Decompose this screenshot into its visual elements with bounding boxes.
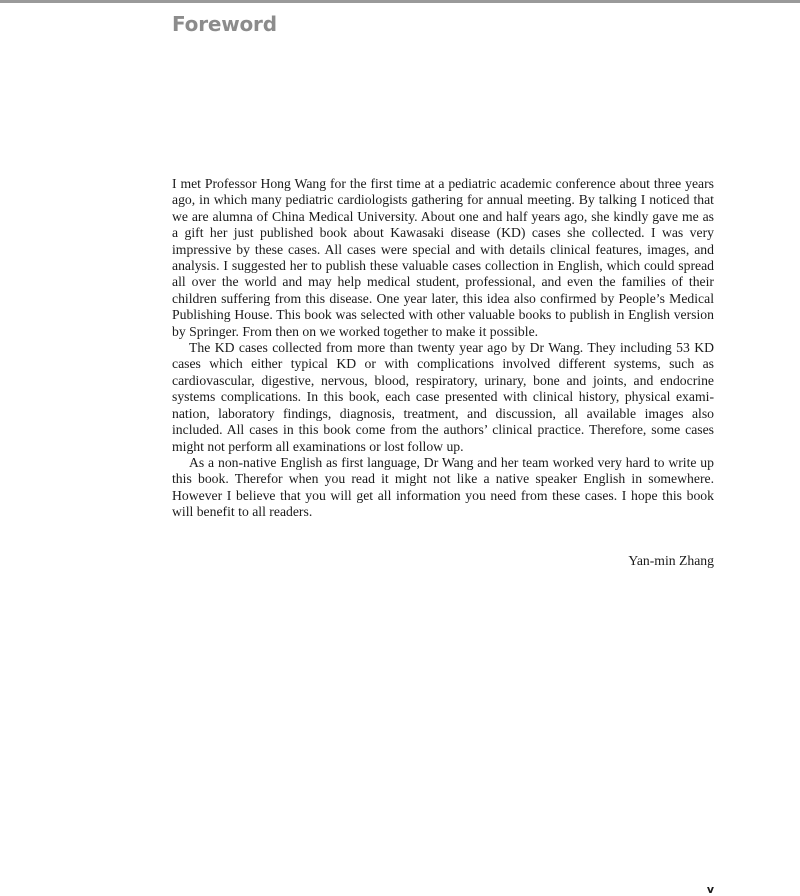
paragraph-2: The KD cases collected from more than twenty year ago by Dr Wang. They including 53 KD cases which either typical KD or with complications involved different systems, such as cardiovascular, digestive, nervous, blood, respiratory, urinary, bone and joints, and endocrine systems complications. In this book, each case presented with clinical history, physical examination, laboratory findings, diagnosis, treatment, and discussion, all available images also included. All cases in this book come from the authors’ clinical practice. Therefore, some cases might not perform all examinations or lost follow up.: [172, 340, 714, 454]
page-number: v: [706, 883, 714, 896]
page-title: Foreword: [172, 12, 277, 36]
foreword-body: [172, 176, 714, 521]
paragraph-1: I met Professor Hong Wang for the first time at a pediatric academic conference about three years ago, in which many pediatric cardiologists gathering for annual meeting. By talking I noticed that we are alumna of China Medical University. About one and half years ago, she kindly gave me as a gift her just published book about Kawasaki disease (KD) cases she collected. I was very impressive by these cases. All cases were special and with details clinical features, images, and analysis. I suggested her to publish these valuable cases collection in English, which could spread all over the world and may help medical student, professional, and even the families of their children suffering from this disease. One year later, this idea also confirmed by People’s Medical Publishing House. This book was selected with other valuable books to publish in English version by Springer. From then on we worked together to make it possible.: [172, 176, 714, 339]
top-rule: [0, 0, 800, 3]
paragraph-3: As a non-native English as first language, Dr Wang and her team worked very hard to write up this book. Therefor when you read it might not like a native speaker English in somewhere. However I believe that you will get all information you need from these cases. I hope this book will benefit to all readers.: [172, 454, 714, 520]
author-signature: Yan-min Zhang: [628, 553, 714, 568]
